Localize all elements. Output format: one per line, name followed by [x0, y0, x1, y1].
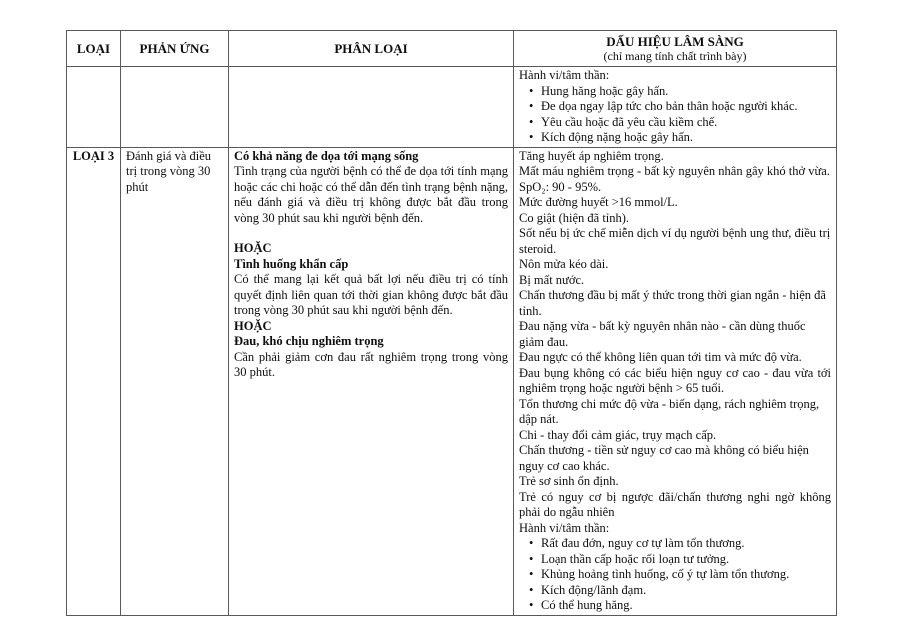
text-line: Tổn thương chi mức độ vừa - biến dạng, rách nghiêm trọng, dập nát.: [519, 396, 820, 426]
bullet-text: Hung hăng hoặc gây hấn.: [541, 83, 669, 98]
text-line: HOẶC: [234, 241, 272, 255]
bullet-item: [519, 598, 831, 614]
text-line: Tình trạng của người bệnh có thể đe dọa tới tính mạng hoặc các chi hoặc có thể dẫn đến tình trạng bệnh nặng, nếu đánh giá và điều trị không được bắt đầu trong vòng 30 phút sau khi người bệnh đến.: [234, 164, 508, 225]
text-line: Trẻ có nguy cơ bị ngược đãi/chấn thương nghi ngờ không phải do ngẫu nhiên: [519, 489, 831, 519]
text-line: Tăng huyết áp nghiêm trọng.: [519, 148, 664, 163]
phan-loai-cell-empty: [229, 67, 514, 148]
header-loai-label: LOẠI: [76, 41, 111, 56]
bullet-item: [519, 552, 831, 568]
text-line: Trẻ sơ sinh ổn định.: [519, 474, 619, 488]
bullet-dot: •: [529, 567, 534, 581]
bullet-text: Đe dọa ngay lập tức cho bản thân hoặc người khác.: [541, 99, 798, 113]
bullet-item: [519, 84, 831, 100]
text-line: Đau ngực có thể không liên quan tới tim và mức độ vừa.: [519, 350, 802, 364]
bullet-item: [519, 583, 831, 599]
text-line: Co giật (hiện đã tỉnh).: [519, 210, 630, 225]
header-dau-hieu-title: DẤU HIỆU LÂM SÀNG: [606, 34, 744, 49]
bullet-dot: •: [529, 551, 534, 566]
text-line: Sốt nếu bị ức chế miễn dịch ví dụ người bệnh ung thư, điều trị steroid.: [519, 226, 831, 256]
bullet-dot: •: [529, 598, 534, 612]
header-phan-loai: [229, 31, 514, 67]
text-line: SpO₂: 90 - 95%.: [519, 179, 602, 194]
header-phan-loai-label: PHÂN LOẠI: [334, 41, 408, 56]
text-line: Đau nặng vừa - bất kỳ nguyên nhân nào - cần dùng thuốc giảm đau.: [519, 319, 806, 349]
text-line: Cần phải giảm cơn đau rất nghiêm trọng trong vòng 30 phút.: [234, 349, 508, 379]
phan-loai-cell: [229, 147, 514, 615]
loai-cell: LOẠI 3: [67, 147, 121, 615]
bullet-item: [519, 130, 831, 146]
header-phan-ung-label: PHẢN ỨNG: [139, 41, 210, 56]
bullet-text: Rất đau đớn, nguy cơ tự làm tổn thương.: [541, 536, 745, 550]
bullet-dot: •: [529, 536, 534, 550]
bullet-dot: •: [529, 114, 534, 129]
text-line: Tình huống khẩn cấp: [234, 256, 349, 271]
text-line: HOẶC: [234, 318, 272, 333]
text-line: Có thể mang lại kết quả bất lợi nếu điều trị có tính quyết định liên quan tới thời gian không được bắt đầu trong vòng 30 phút sau khi người bệnh đến.: [234, 272, 508, 317]
header-loai: [67, 31, 121, 67]
text-line: Bị mất nước.: [519, 272, 585, 287]
phan-ung-cell-empty: [121, 67, 229, 148]
bullet-text: Có thể hung hăng.: [541, 598, 633, 612]
bullet-text: Khủng hoảng tình huống, cố ý tự làm tổn thương.: [541, 567, 790, 581]
table-row-loai-3: [67, 147, 837, 615]
bullet-dot: •: [529, 83, 534, 98]
bullet-dot: •: [529, 130, 534, 144]
phan-ung-cell: Đánh giá và điều trị trong vòng 30 phút: [121, 147, 229, 615]
header-dau-hieu-subtitle: (chỉ mang tính chất trình bày): [603, 49, 747, 63]
bullet-dot: •: [529, 99, 534, 113]
text-line: Nôn mửa kéo dài.: [519, 257, 609, 271]
table-header-row: [67, 31, 837, 67]
header-dau-hieu: [514, 31, 837, 67]
loai-cell-empty: [67, 67, 121, 148]
bullet-text: Yêu cầu hoặc đã yêu cầu kiềm chế.: [541, 114, 718, 129]
bullet-text: Loạn thần cấp hoặc rối loạn tư tưởng.: [541, 551, 730, 566]
text-line: Mức đường huyết >16 mmol/L.: [519, 195, 678, 209]
dau-hieu-cell: [514, 67, 837, 148]
text-line: Mất máu nghiêm trọng - bất kỳ nguyên nhân gây khó thở vừa.: [519, 164, 830, 178]
table-row-continuation: [67, 67, 837, 148]
text-line: Hành vi/tâm thần:: [519, 68, 610, 82]
triage-table: [66, 30, 837, 616]
bullet-item: [519, 536, 831, 552]
bullet-dot: •: [529, 582, 534, 597]
bullet-item: [519, 567, 831, 583]
text-line: Có khả năng đe dọa tới mạng sống: [234, 148, 419, 163]
bullet-item: [519, 115, 831, 131]
bullet-item: [519, 99, 831, 115]
text-line: Hành vi/tâm thần:: [519, 520, 610, 535]
text-line: Chấn thương đầu bị mất ý thức trong thời gian ngắn - hiện đã tỉnh.: [519, 288, 826, 318]
bullet-text: Kích động nặng hoặc gây hấn.: [541, 130, 694, 144]
text-line: Chi - thay đổi cảm giác, trụy mạch cấp.: [519, 427, 717, 442]
dau-hieu-cell: [514, 147, 837, 615]
text-line: Đau, khó chịu nghiêm trọng: [234, 334, 384, 348]
header-phan-ung: [121, 31, 229, 67]
text-line: Chấn thương - tiền sử nguy cơ cao mà không có biểu hiện nguy cơ cao khác.: [519, 443, 809, 473]
text-line: Đau bụng không có các biểu hiện nguy cơ cao - đau vừa tới nghiêm trọng hoặc người bệnh > 65 tuổi.: [519, 365, 831, 395]
bullet-text: Kích động/lãnh đạm.: [541, 582, 647, 597]
